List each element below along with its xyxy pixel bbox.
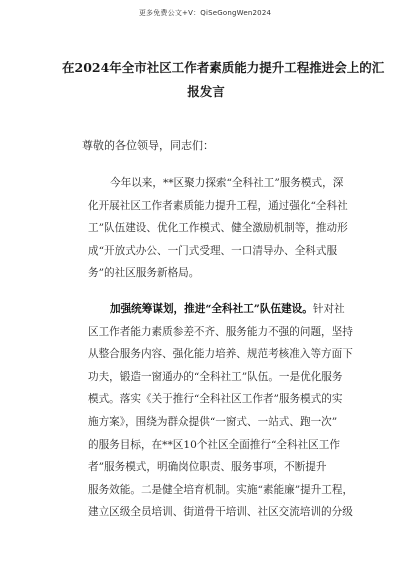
paragraph-1-line: 化开展社区工作者素质能力提升工程，通过强化“全科社 xyxy=(88,199,348,212)
paragraph-1 xyxy=(88,172,352,285)
paragraph-2-line: 施方案》，围绕为群众提供“一窗式、一站式、跑一次” xyxy=(88,415,338,428)
paragraph-2-line: 模式。落实《关于推行“全科社区工作者”服务模式的实 xyxy=(88,393,343,406)
salutation: 尊敬的各位领导，同志们： xyxy=(82,139,214,152)
paragraph-1-line: 务”的社区服务新格局。 xyxy=(88,267,200,280)
paragraph-2-first-line xyxy=(88,298,352,321)
title-line-2: 报发言 xyxy=(187,84,225,99)
header-note: 更多免费公文+V：QiSeGongWen2024 xyxy=(138,9,272,17)
paragraph-2-heading: 加强统筹谋划，推进“全科社工”队伍建设。 xyxy=(110,303,313,315)
title-line-1: 在2024年全市社区工作者素质能力提升工程推进会上的汇 xyxy=(62,60,385,75)
paragraph-2-line-rest: 针对社 xyxy=(312,303,345,315)
paragraph-1-line: 工”队伍建设、优化工作模式、健全激励机制等，推动形 xyxy=(88,222,348,235)
paragraph-2-line: 的服务目标，在**区10个社区全面推行“全科社区工作 xyxy=(88,438,340,451)
paragraph-2-line: 建立区级全员培训、街道骨干培训、社区交流培训的分级 xyxy=(88,506,353,519)
paragraph-2-line: 功夫，锻造一窗通办的“全科社工”队伍。一是优化服务 xyxy=(88,370,343,383)
paragraph-2-line: 者”服务模式，明确岗位职责、服务事项，不断提升 xyxy=(88,461,327,474)
paragraph-2-line: 区工作者能力素质参差不齐、服务能力不强的问题，坚持 xyxy=(88,325,353,338)
paragraph-1-line: 成“开放式办公、一门式受理、一口清导办、全科式服 xyxy=(88,244,338,257)
paragraph-2 xyxy=(88,298,352,524)
page-title xyxy=(62,56,385,104)
paragraph-1-line: 今年以来，**区聚力探索“全科社工”服务模式，深 xyxy=(110,177,344,189)
paragraph-2-line: 服务效能。二是健全培育机制。实施“素能廉”提升工程， xyxy=(88,483,354,496)
paragraph-2-line: 从整合服务内容、强化能力培养、规范考核准入等方面下 xyxy=(88,348,353,361)
